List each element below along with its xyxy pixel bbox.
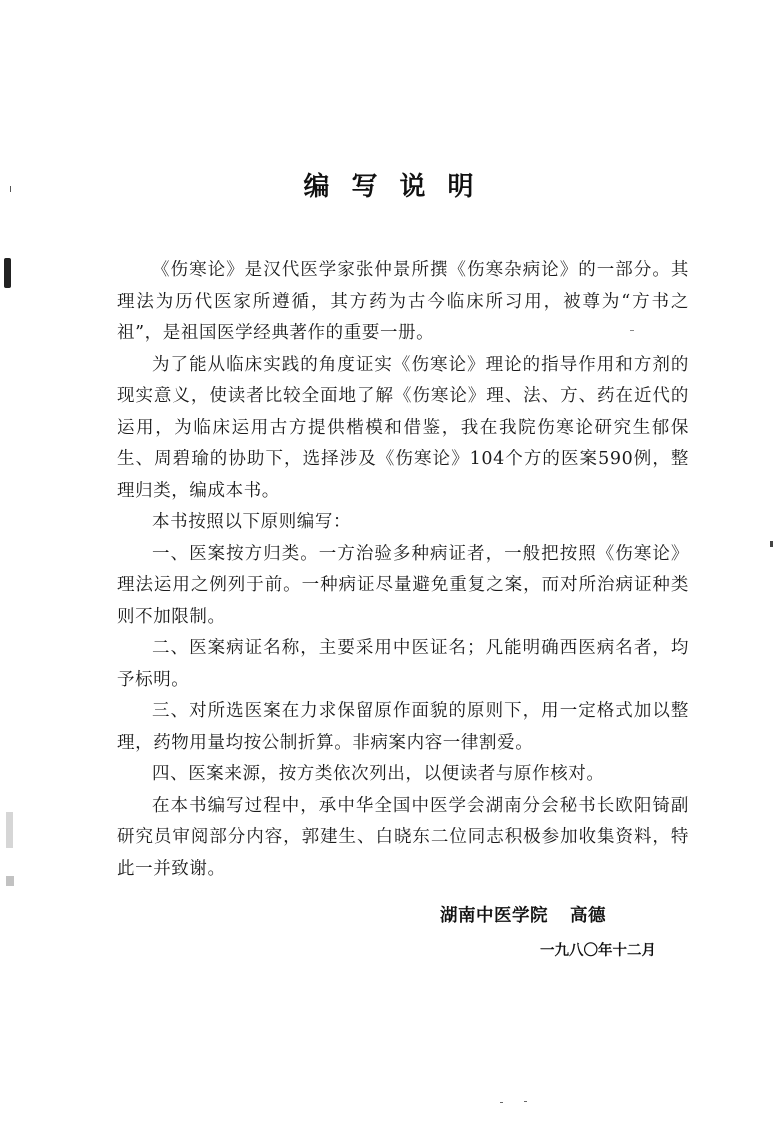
scan-artifact-dot [524, 1101, 527, 1102]
paragraph-principles-heading: 本书按照以下原则编写： [152, 512, 352, 532]
scan-artifact-mark [4, 258, 11, 288]
signature-date: 一九八〇年十二月 [540, 943, 656, 959]
paragraph-principle-4: 四、医案来源，按方类依次列出，以便读者与原作核对。 [152, 764, 605, 784]
paragraph-principle-1: 一、医案按方归类。一方治验多种病证者，一般把按照《伤寒论》理法运用之例列于前。一种病证尽量避免重复之案，而对所治病证种类则不加限制。 [117, 543, 689, 627]
signature [440, 902, 606, 927]
signature-author: 高德 [570, 906, 606, 926]
scan-artifact-dot [10, 186, 11, 192]
signature-institution: 湖南中医学院 [440, 906, 548, 926]
page-title: 编写说明 [303, 172, 496, 202]
scan-artifact-dot [500, 1102, 503, 1103]
body-text [117, 255, 689, 885]
scan-artifact-smudge [6, 812, 13, 848]
paragraph-purpose: 为了能从临床实践的角度证实《伤寒论》理论的指导作用和方剂的现实意义，使读者比较全面地了解《伤寒论》理、法、方、药在近代的运用，为临床运用古方提供楷模和借鉴，我在我院伤寒论研究生郁保生、周碧瑜的协助下，选择涉及《伤寒论》104个方的医案590例，整理归类，编成本书。 [117, 354, 689, 501]
paragraph-principle-2: 二、医案病证名称，主要采用中医证名；凡能明确西医病名者，均予标明。 [117, 638, 689, 690]
scan-artifact-dot [630, 330, 634, 331]
scan-artifact-smudge [6, 876, 14, 886]
paragraph-principle-3: 三、对所选医案在力求保留原作面貌的原则下，用一定格式加以整理，药物用量均按公制折算。非病案内容一律割爱。 [117, 701, 689, 753]
paragraph-acknowledgement: 在本书编写过程中，承中华全国中医学会湖南分会秘书长欧阳锜副研究员审阅部分内容，郭建生、白晓东二位同志积极参加收集资料，特此一并致谢。 [117, 795, 689, 879]
scan-artifact-dot [770, 541, 773, 547]
paragraph-intro: 《伤寒论》是汉代医学家张仲景所撰《伤寒杂病论》的一部分。其理法为历代医家所遵循，其方药为古今临床所习用，被尊为“方书之祖”，是祖国医学经典著作的重要一册。 [117, 260, 689, 343]
